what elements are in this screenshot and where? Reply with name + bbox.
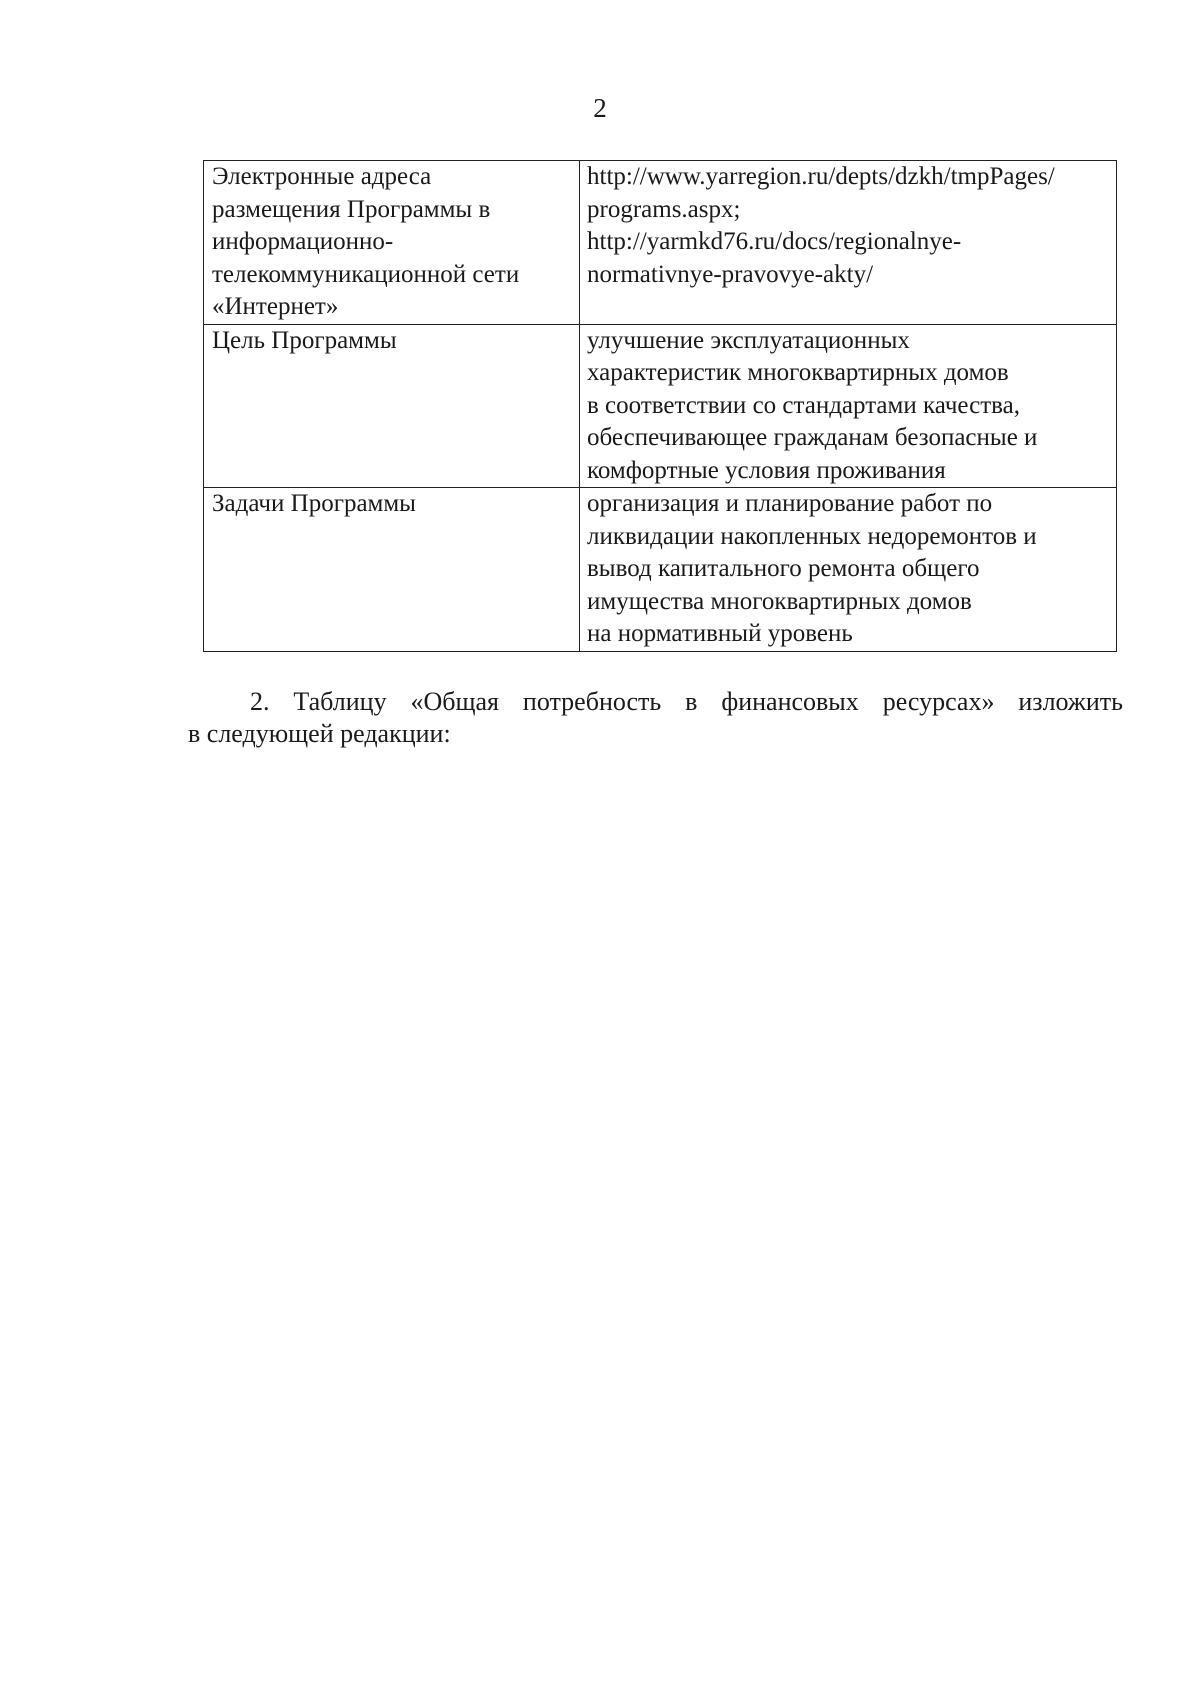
program-passport-table	[203, 160, 1117, 652]
table-cell-label: Задачи Программы	[204, 488, 580, 652]
page-number: 2	[593, 93, 607, 123]
table-cell-value: организация и планирование работ по ликвидации накопленных недоремонтов и вывод капитального ремонта общего имущества многоквартирных домов на нормативный уровень	[580, 488, 1117, 652]
table-cell-label: Цель Программы	[204, 324, 580, 488]
table-cell-value: http://www.yarregion.ru/depts/dzkh/tmpPages/ programs.aspx; http://yarmkd76.ru/docs/regionalnye- normativnye-pravovye-akty/	[580, 161, 1117, 325]
table-cell-value: улучшение эксплуатационных характеристик многоквартирных домов в соответствии со стандартами качества, обеспечивающее гражданам безопасные и комфортные условия проживания	[580, 324, 1117, 488]
table-row-program-goal	[204, 324, 1117, 488]
table-row-internet-addresses	[204, 161, 1117, 325]
table-row-program-tasks	[204, 488, 1117, 652]
amendment-paragraph	[188, 686, 1123, 750]
paragraph-line-2: в следующей редакции:	[188, 719, 451, 748]
paragraph-line-1: 2. Таблицу «Общая потребность в финансовых ресурсах» изложить	[250, 687, 1123, 716]
table-cell-label: Электронные адреса размещения Программы в информационно- телекоммуникационной сети «Интернет»	[204, 161, 580, 325]
